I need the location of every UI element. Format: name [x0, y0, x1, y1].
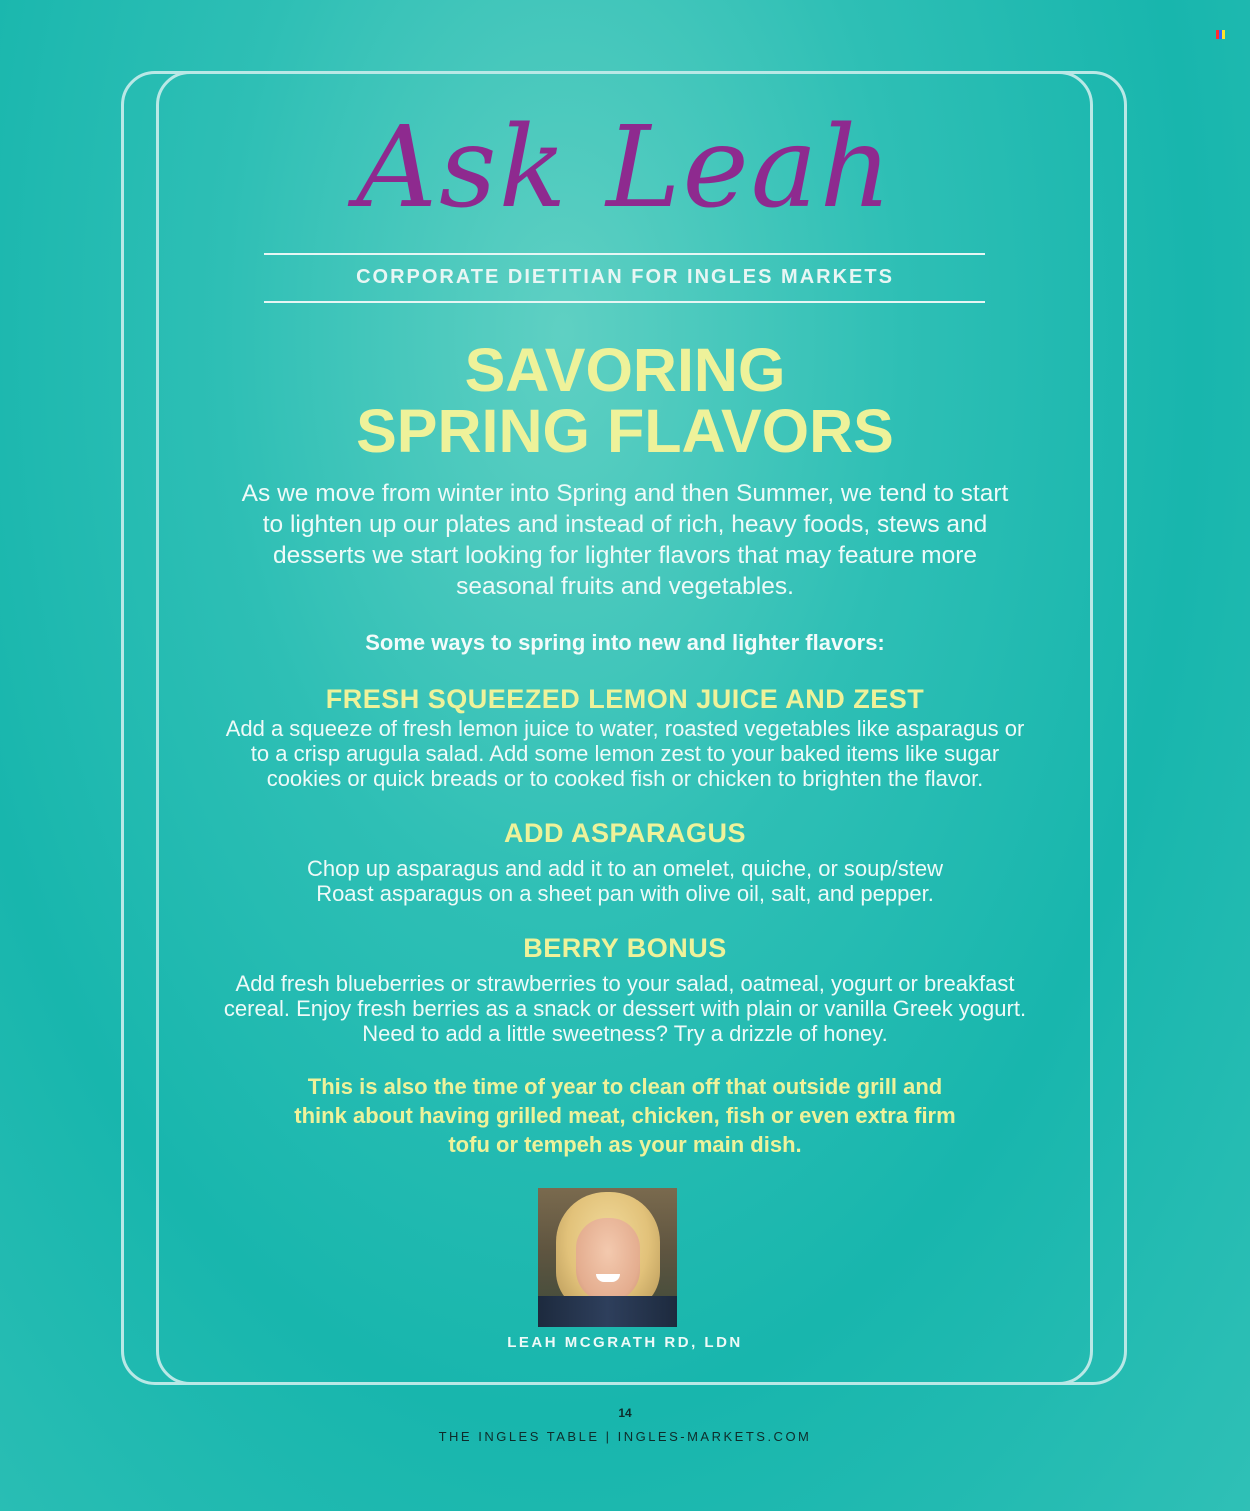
intro-paragraph: As we move from winter into Spring and then Summer, we tend to start to lighten up our plates and instead of rich, heavy foods, stews and desserts we start looking for lighter flavors that may feature more seasonal fruits and vegetables. — [241, 480, 1009, 600]
color-registration-mark — [1216, 30, 1225, 39]
section-heading-lemon: FRESH SQUEEZED LEMON JUICE AND ZEST — [325, 684, 925, 714]
headline-line-2: SPRING FLAVORS — [356, 397, 894, 465]
article-headline — [0, 336, 1250, 465]
section-heading-asparagus: ADD ASPARAGUS — [503, 818, 746, 848]
column-title: Ask Leah — [356, 103, 894, 233]
grill-note: This is also the time of year to clean off that outside grill and think about having grilled meat, chicken, fish or even extra firm tofu or tempeh as your main dish. — [294, 1074, 956, 1157]
section-body-asparagus: Chop up asparagus and add it to an omelet, quiche, or soup/stew Roast asparagus on a sheet pan with olive oil, salt, and pepper. — [307, 856, 943, 906]
author-caption: LEAH MCGRATH RD, LDN — [507, 1334, 743, 1351]
author-photo — [538, 1188, 677, 1327]
top-divider — [264, 253, 985, 255]
headline-line-1: SAVORING — [464, 336, 786, 404]
section-body-lemon: Add a squeeze of fresh lemon juice to water, roasted vegetables like asparagus or to a crisp arugula salad. Add some lemon zest to your baked items like sugar cookies or quick breads or to cooked fish or chicken to brighten the flavor. — [225, 716, 1025, 791]
publication-footer: THE INGLES TABLE | INGLES-MARKETS.COM — [438, 1429, 812, 1444]
column-subtitle: CORPORATE DIETITIAN FOR INGLES MARKETS — [356, 266, 894, 288]
section-body-berry: Add fresh blueberries or strawberries to your salad, oatmeal, yogurt or breakfast cereal. Enjoy fresh berries as a snack or dessert with plain or vanilla Greek yogurt. Need to add a little sweetness? Try a drizzle of honey. — [223, 971, 1027, 1046]
section-heading-berry: BERRY BONUS — [523, 933, 727, 963]
page-number: 14 — [618, 1406, 632, 1420]
bottom-divider — [264, 301, 985, 303]
ways-heading: Some ways to spring into new and lighter flavors: — [365, 630, 885, 655]
